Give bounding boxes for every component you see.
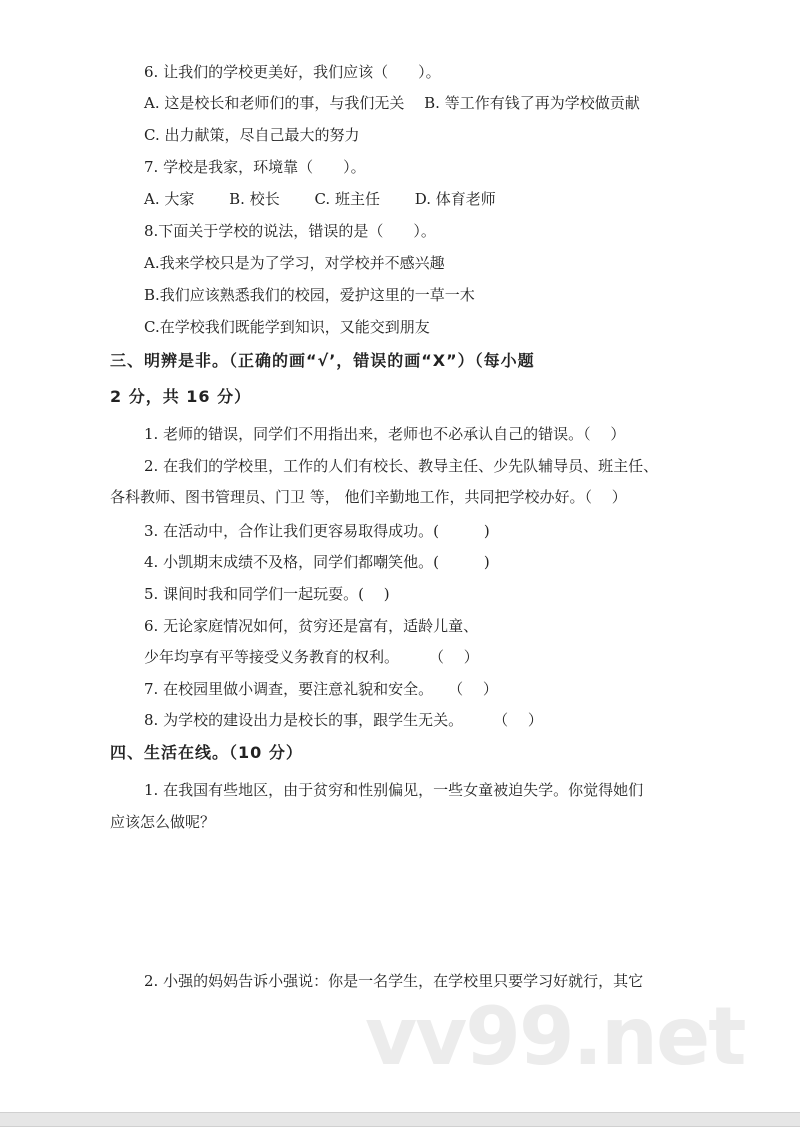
judge-item: 3. 在活动中，合作让我们更容易取得成功。( ) [144, 522, 490, 540]
judge-item: 5. 课间时我和同学们一起玩耍。( ) [144, 585, 390, 603]
question-8: 8.下面关于学校的说法，错误的是（ ）。 [144, 222, 436, 240]
judge-item-cont: 少年均享有平等接受义务教育的权利。 （ ） [144, 648, 479, 666]
judge-item: 2. 在我们的学校里，工作的人们有校长、教导主任、少先队辅导员、班主任、 [144, 457, 659, 475]
page-separator [0, 1112, 800, 1127]
life-question-1-cont: 应该怎么做呢？ [110, 813, 216, 831]
life-question-1: 1. 在我国有些地区，由于贫穷和性别偏见，一些女童被迫失学。你觉得她们 [144, 781, 644, 799]
section-4-heading: 四、生活在线。（10 分） [110, 743, 303, 762]
option-line: A.我来学校只是为了学习，对学校并不感兴趣 [144, 254, 445, 272]
judge-item: 6. 无论家庭情况如何，贫穷还是富有，适龄儿童、 [144, 617, 479, 635]
watermark: vv99.net [365, 990, 745, 1083]
section-3-heading-cont: 2 分，共 16 分） [110, 387, 252, 406]
option-line: A. 这是校长和老师们的事，与我们无关 B. 等工作有钱了再为学校做贡献 [144, 94, 640, 112]
option-line: A. 大家 B. 校长 C. 班主任 D. 体育老师 [144, 190, 496, 208]
judge-item: 8. 为学校的建设出力是校长的事，跟学生无关。 （ ） [144, 711, 543, 729]
section-3-heading: 三、明辨是非。（正确的画“√’，错误的画“X”）（每小题 [110, 351, 535, 370]
question-6: 6. 让我们的学校更美好，我们应该（ ）。 [144, 63, 441, 81]
judge-item: 1. 老师的错误，同学们不用指出来，老师也不必承认自己的错误。（ ） [144, 425, 626, 443]
option-line: C. 出力献策，尽自己最大的努力 [144, 126, 360, 144]
judge-item-cont: 各科教师、图书管理员、门卫 等， 他们辛勤地工作，共同把学校办好。（ ） [110, 488, 627, 506]
judge-item: 4. 小凯期末成绩不及格，同学们都嘲笑他。( ) [144, 553, 490, 571]
life-question-2: 2. 小强的妈妈告诉小强说：你是一名学生，在学校里只要学习好就行，其它 [144, 972, 644, 990]
judge-item: 7. 在校园里做小调查，要注意礼貌和安全。 （ ） [144, 680, 498, 698]
question-7: 7. 学校是我家，环境靠（ ）。 [144, 158, 366, 176]
option-line: B.我们应该熟悉我们的校园，爱护这里的一草一木 [144, 286, 475, 304]
option-line: C.在学校我们既能学到知识，又能交到朋友 [144, 318, 430, 336]
